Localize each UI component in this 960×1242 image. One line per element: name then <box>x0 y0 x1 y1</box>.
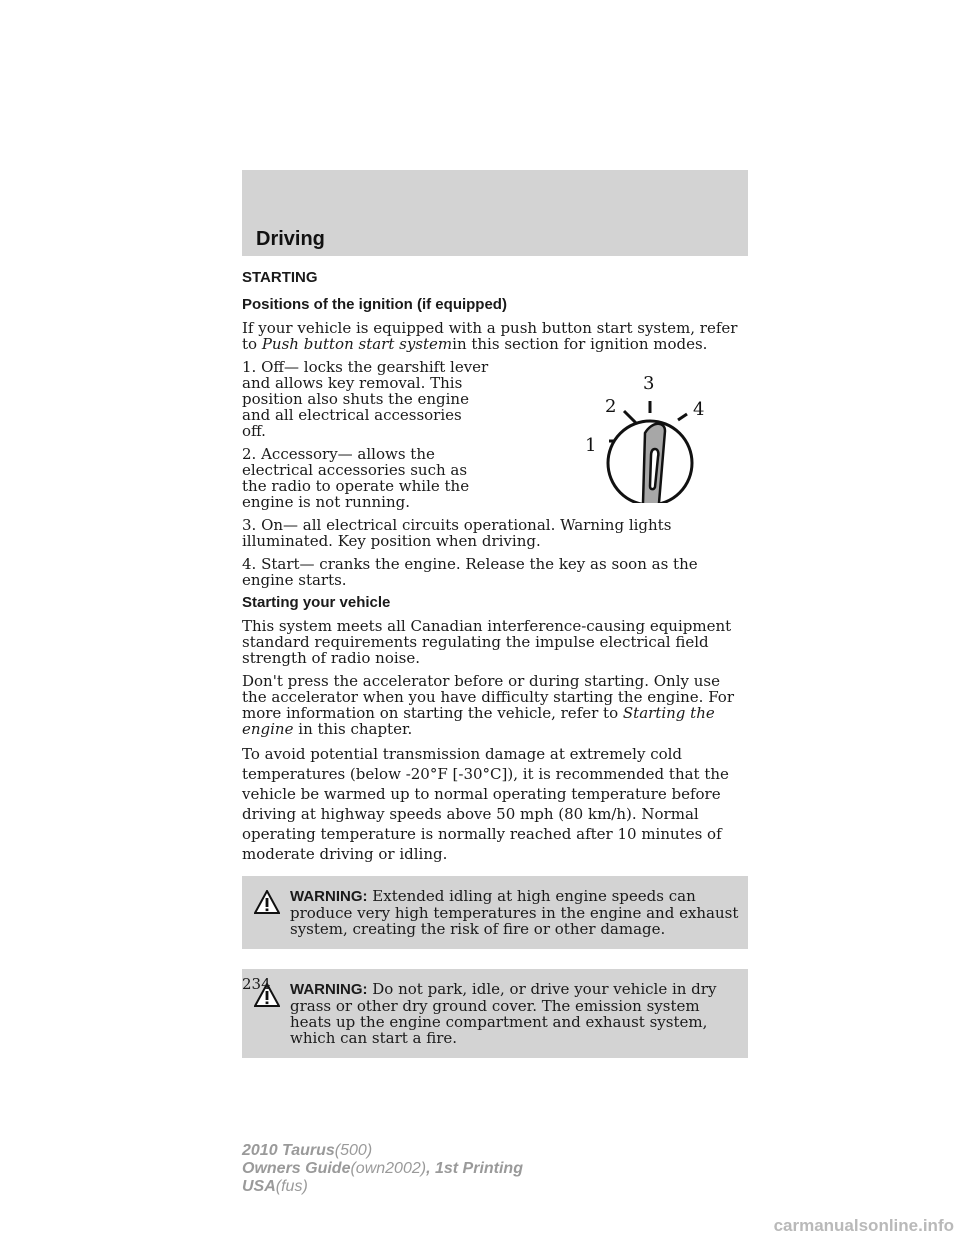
warning-box-dry-grass <box>242 969 748 1058</box>
accelerator-paragraph <box>242 673 748 737</box>
footer-line-2: Owners Guide(own2002), 1st Printing <box>242 1160 523 1177</box>
warning-text-dry-grass <box>242 981 742 1046</box>
site-watermark: carmanualsonline.info <box>773 1216 954 1235</box>
starting-engine-reference: Starting the engine <box>242 704 715 738</box>
warning-text-idling <box>242 888 742 937</box>
position-2-text: 2. Accessory— allows the electrical accessories such as the radio to operate while the engine is not running. <box>242 445 470 511</box>
warning-box-idling <box>242 876 748 949</box>
figure-row <box>242 359 748 510</box>
starting-heading: STARTING <box>242 269 318 286</box>
warning-message: Do not park, idle, or drive your vehicle in dry grass or other dry ground cover. The emission system heats up the engine compartment and exhaust system, which can start a fire. <box>290 980 717 1047</box>
intro-paragraph <box>242 320 748 352</box>
page-number: 234 <box>242 975 271 993</box>
document-footer <box>242 1142 523 1196</box>
ignition-positions-heading: Positions of the ignition (if equipped) <box>242 296 507 313</box>
position-label-2: 2 <box>605 396 617 417</box>
accelerator-text-a: Don't press the accelerator before or during starting. Only use the accelerator when you have difficulty starting the engine. For more information on starting the vehicle, refer to <box>242 672 735 722</box>
warning-label: WARNING: <box>290 981 368 998</box>
footer-line-1: 2010 Taurus(500) <box>242 1142 373 1159</box>
position-tick-4 <box>678 414 687 420</box>
warning-label: WARNING: <box>290 888 368 905</box>
cold-temperature-paragraph: To avoid potential transmission damage at extremely cold temperatures (below -20°F [-30°C]), it is recommended that the vehicle be warmed up to normal operating temperature before driving at highway speeds above 50 mph (80 km/h). Normal operating temperature is normally reached after 10 minutes of moderate driving or idling. <box>242 745 729 863</box>
intro-reference: Push button start system <box>261 335 453 353</box>
interference-paragraph: This system meets all Canadian interference-causing equipment standard requirements regulating the impulse electrical field strength of radio noise. <box>242 617 732 667</box>
page-content <box>242 270 748 1078</box>
intro-text-a: If your vehicle is equipped with a push button start system, refer to <box>242 319 738 353</box>
position-label-1: 1 <box>585 435 597 456</box>
starting-vehicle-heading: Starting your vehicle <box>242 594 391 611</box>
position-label-3: 3 <box>643 373 655 394</box>
position-4-text: 4. Start— cranks the engine. Release the key as soon as the engine starts. <box>242 555 698 589</box>
ignition-diagram <box>547 353 707 503</box>
footer-line-3: USA(fus) <box>242 1178 308 1195</box>
section-title: Driving <box>256 228 325 250</box>
position-tick-2 <box>624 411 636 423</box>
accelerator-text-b: in this chapter. <box>298 720 413 738</box>
warning-message: Extended idling at high engine speeds can produce very high temperatures in the engine and exhaust system, creating the risk of fire or other damage. <box>290 887 739 938</box>
warning-triangle-icon <box>254 890 280 914</box>
intro-text-b: in this section for ignition modes. <box>452 335 708 353</box>
position-1-text: 1. Off— locks the gearshift lever and allows key removal. This position also shuts the engine and all electrical accessories off. <box>242 358 489 440</box>
position-label-4: 4 <box>693 399 705 420</box>
position-3-text: 3. On— all electrical circuits operational. Warning lights illuminated. Key position when driving. <box>242 516 672 550</box>
